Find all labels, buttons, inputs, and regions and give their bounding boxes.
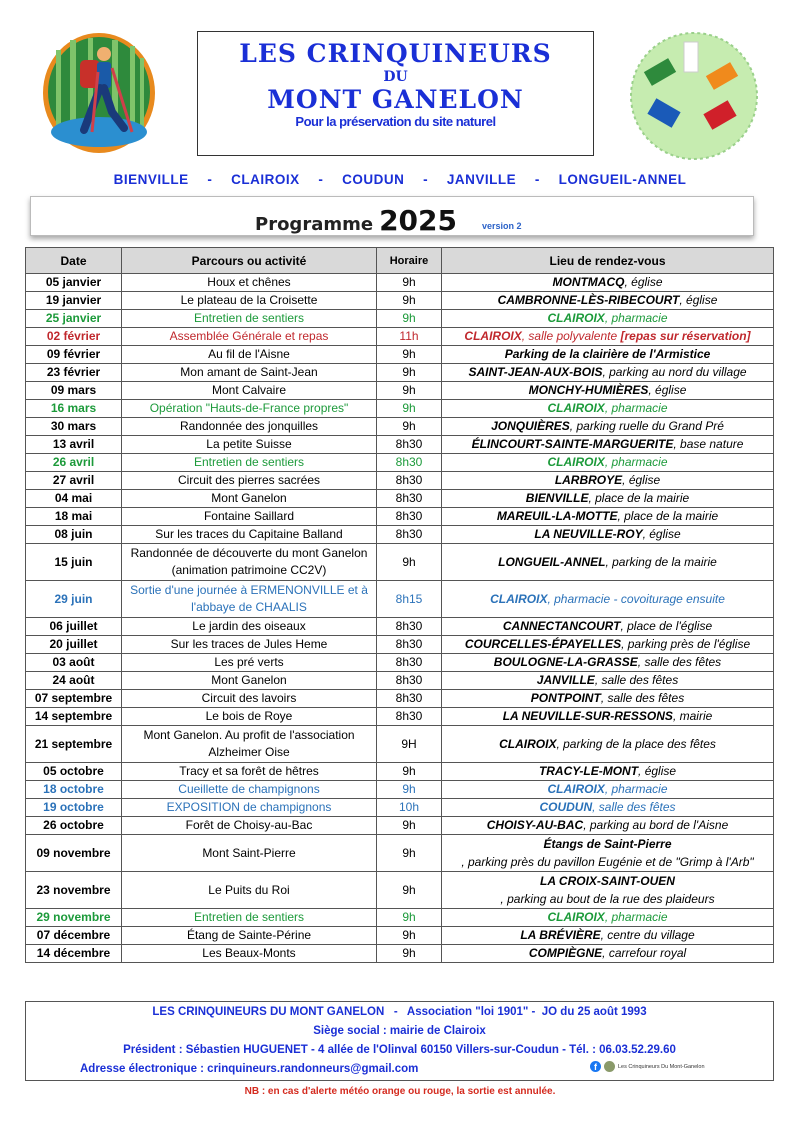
place-detail: , église <box>679 293 718 307</box>
row-place <box>442 274 774 292</box>
place-name: MAREUIL-LA-MOTTE <box>496 509 618 523</box>
programme-year: 2025 <box>379 204 458 237</box>
table-row <box>26 726 774 763</box>
row-time: 8h30 <box>377 708 442 726</box>
table-row <box>26 418 774 436</box>
row-activity: EXPOSITION de champignons <box>122 799 377 817</box>
row-date: 30 mars <box>26 418 122 436</box>
table-row <box>26 490 774 508</box>
place-detail: , parking au nord du village <box>602 365 747 379</box>
place-detail: , salle des fêtes <box>594 673 679 687</box>
row-place <box>442 781 774 799</box>
row-activity: Étang de Sainte-Périne <box>122 927 377 945</box>
row-time: 8h30 <box>377 472 442 490</box>
table-row <box>26 835 774 872</box>
row-place <box>442 835 774 872</box>
place-name: ÉLINCOURT-SAINTE-MARGUERITE <box>471 437 674 451</box>
row-place <box>442 817 774 835</box>
place-detail: , parking au bout de la rue des plaideurs <box>500 892 715 906</box>
row-time: 9h <box>377 346 442 364</box>
row-date: 27 avril <box>26 472 122 490</box>
row-place <box>442 708 774 726</box>
header-date: Date <box>26 248 122 274</box>
table-row <box>26 454 774 472</box>
row-activity: Les Beaux-Monts <box>122 945 377 963</box>
row-time: 9h <box>377 872 442 909</box>
place-name: CLAIROIX <box>499 736 557 751</box>
header-place: Lieu de rendez-vous <box>442 248 774 274</box>
table-row <box>26 763 774 781</box>
row-place <box>442 346 774 364</box>
title-box <box>197 31 594 156</box>
row-date: 26 avril <box>26 454 122 472</box>
row-date: 03 août <box>26 654 122 672</box>
row-place <box>442 418 774 436</box>
table-row <box>26 654 774 672</box>
row-time: 9h <box>377 544 442 581</box>
row-date: 05 janvier <box>26 274 122 292</box>
row-place <box>442 581 774 618</box>
row-time: 8h30 <box>377 618 442 636</box>
table-row <box>26 328 774 346</box>
place-name: BIENVILLE <box>525 491 589 505</box>
programme-table <box>25 247 774 963</box>
table-row <box>26 799 774 817</box>
row-activity: Mont Saint-Pierre <box>122 835 377 872</box>
social-badge[interactable] <box>590 1061 705 1072</box>
row-time: 8h30 <box>377 672 442 690</box>
row-place <box>442 872 774 909</box>
place-name: COURCELLES-ÉPAYELLES <box>464 637 622 651</box>
row-place <box>442 672 774 690</box>
row-place <box>442 472 774 490</box>
table-row <box>26 364 774 382</box>
table-row <box>26 817 774 835</box>
row-place <box>442 400 774 418</box>
row-time: 8h30 <box>377 526 442 544</box>
row-place <box>442 328 774 346</box>
row-date: 09 février <box>26 346 122 364</box>
table-row <box>26 274 774 292</box>
place-detail: , parking près du pavillon Eugénie et de "Grimp à l'Arb" <box>461 855 754 869</box>
table-row <box>26 508 774 526</box>
table-row <box>26 436 774 454</box>
row-activity: Entretien de sentiers <box>122 454 377 472</box>
place-detail: , salle des fêtes <box>592 800 676 814</box>
row-activity: Assemblée Générale et repas <box>122 328 377 346</box>
row-date: 21 septembre <box>26 726 122 763</box>
place-detail: , carrefour royal <box>602 946 687 960</box>
row-date: 15 juin <box>26 544 122 581</box>
row-activity: Le bois de Roye <box>122 708 377 726</box>
footer-siege: Siège social : mairie de Clairoix <box>313 1025 486 1037</box>
row-activity: Sur les traces de Jules Heme <box>122 636 377 654</box>
table-row <box>26 544 774 581</box>
row-time: 10h <box>377 799 442 817</box>
table-row <box>26 927 774 945</box>
place-name: LA NEUVILLE-SUR-RESSONS <box>502 709 673 723</box>
row-date: 07 septembre <box>26 690 122 708</box>
row-date: 18 mai <box>26 508 122 526</box>
table-row <box>26 872 774 909</box>
place-name: LA BRÉVIÈRE <box>520 928 601 942</box>
row-activity: Tracy et sa forêt de hêtres <box>122 763 377 781</box>
row-activity: Le Puits du Roi <box>122 872 377 909</box>
place-name: CLAIROIX <box>490 591 548 606</box>
row-activity: Circuit des lavoirs <box>122 690 377 708</box>
row-time: 8h30 <box>377 436 442 454</box>
row-place <box>442 927 774 945</box>
tiles-logo <box>630 32 758 160</box>
row-activity: Mont Ganelon <box>122 672 377 690</box>
table-row <box>26 781 774 799</box>
row-date: 24 août <box>26 672 122 690</box>
table-header-row <box>26 248 774 274</box>
row-activity: Entretien de sentiers <box>122 909 377 927</box>
row-date: 05 octobre <box>26 763 122 781</box>
row-time: 8h30 <box>377 654 442 672</box>
place-name: Parking de la clairière de l'Armistice <box>504 347 711 361</box>
place-name: CLAIROIX <box>547 782 605 796</box>
row-time: 11h <box>377 328 442 346</box>
row-activity: Entretien de sentiers <box>122 310 377 328</box>
place-detail: , pharmacie <box>604 455 668 469</box>
row-activity: Randonnée de découverte du mont Ganelon (animation patrimoine CC2V) <box>122 544 377 581</box>
row-activity: Circuit des pierres sacrées <box>122 472 377 490</box>
row-place <box>442 490 774 508</box>
footer-president: Président : Sébastien HUGUENET - 4 allée de l'Olinval 60150 Villers-sur-Coudun - Tél. : 06.03.52.29.60 <box>123 1044 676 1056</box>
row-place <box>442 544 774 581</box>
row-time: 8h15 <box>377 581 442 618</box>
place-detail: , salle polyvalente <box>521 329 618 343</box>
place-name: MONTMACQ <box>552 275 625 289</box>
row-activity: Au fil de l'Aisne <box>122 346 377 364</box>
place-detail: , église <box>624 275 663 289</box>
place-detail: , pharmacie <box>604 782 668 796</box>
place-name: CLAIROIX <box>547 910 605 924</box>
row-activity: Mont Ganelon <box>122 490 377 508</box>
place-name: CHOISY-AU-BAC <box>486 818 584 832</box>
table-body <box>26 274 774 963</box>
place-detail: , salle des fêtes <box>637 655 722 669</box>
place-detail: , pharmacie <box>604 311 668 325</box>
row-place <box>442 726 774 763</box>
row-place <box>442 382 774 400</box>
row-date: 02 février <box>26 328 122 346</box>
place-name: JONQUIÈRES <box>491 419 570 433</box>
place-name: COUDUN <box>539 800 593 814</box>
row-place <box>442 763 774 781</box>
row-activity: Le jardin des oiseaux <box>122 618 377 636</box>
club-title: LES CRINQUINEURS <box>239 39 552 68</box>
club-subtitle: Pour la préservation du site naturel <box>295 114 496 129</box>
row-time: 8h30 <box>377 490 442 508</box>
row-time: 9h <box>377 364 442 382</box>
place-name: LONGUEIL-ANNEL <box>498 554 606 569</box>
place-detail: , place de la mairie <box>617 509 719 523</box>
villages-line: BIENVILLE - CLAIROIX - COUDUN - JANVILLE - LONGUEIL-ANNEL <box>113 172 687 187</box>
table-row <box>26 526 774 544</box>
place-detail: , église <box>642 527 681 541</box>
place-name: CLAIROIX <box>464 329 522 343</box>
place-name: LA CROIX-SAINT-OUEN <box>540 874 675 888</box>
club-title-du: DU <box>383 69 408 85</box>
place-extra: [repas sur réservation] <box>620 329 751 343</box>
place-name: CAMBRONNE-LÈS-RIBECOURT <box>497 293 680 307</box>
row-time: 9h <box>377 382 442 400</box>
row-activity: Mont Calvaire <box>122 382 377 400</box>
footer-email[interactable]: Adresse électronique : crinquineurs.randonneurs@gmail.com <box>80 1063 419 1075</box>
place-detail: , pharmacie - covoiturage ensuite <box>547 591 725 606</box>
row-time: 9h <box>377 835 442 872</box>
row-activity: Le plateau de la Croisette <box>122 292 377 310</box>
programme-label: Programme <box>255 214 374 235</box>
place-detail: , salle des fêtes <box>600 691 685 705</box>
header-time: Horaire <box>377 248 442 274</box>
table-row <box>26 690 774 708</box>
row-time: 9h <box>377 763 442 781</box>
place-name: COMPIÈGNE <box>528 946 603 960</box>
row-date: 14 septembre <box>26 708 122 726</box>
row-time: 9h <box>377 274 442 292</box>
table-row <box>26 618 774 636</box>
table-row <box>26 346 774 364</box>
row-time: 9h <box>377 310 442 328</box>
row-time: 9h <box>377 400 442 418</box>
row-place <box>442 508 774 526</box>
row-activity: Les pré verts <box>122 654 377 672</box>
place-detail: , parking ruelle du Grand Pré <box>569 419 724 433</box>
row-date: 23 février <box>26 364 122 382</box>
row-time: 9h <box>377 781 442 799</box>
row-date: 16 mars <box>26 400 122 418</box>
row-date: 08 juin <box>26 526 122 544</box>
table-row <box>26 909 774 927</box>
row-activity: Sortie d'une journée à ERMENONVILLE et à l'abbaye de CHAALIS <box>122 581 377 618</box>
place-name: JANVILLE <box>536 673 595 687</box>
row-date: 14 décembre <box>26 945 122 963</box>
hiker-logo <box>42 32 157 154</box>
place-name: TRACY-LE-MONT <box>538 764 639 778</box>
row-activity: Cueillette de champignons <box>122 781 377 799</box>
row-date: 29 juin <box>26 581 122 618</box>
row-date: 18 octobre <box>26 781 122 799</box>
place-name: SAINT-JEAN-AUX-BOIS <box>468 365 603 379</box>
place-detail: , pharmacie <box>604 910 668 924</box>
place-name: CLAIROIX <box>547 311 605 325</box>
row-date: 07 décembre <box>26 927 122 945</box>
row-time: 9h <box>377 909 442 927</box>
row-activity: La petite Suisse <box>122 436 377 454</box>
row-place <box>442 436 774 454</box>
table-row <box>26 400 774 418</box>
row-place <box>442 454 774 472</box>
place-detail: , pharmacie <box>604 401 668 415</box>
place-detail: , parking au bord de l'Aisne <box>583 818 729 832</box>
table-row <box>26 472 774 490</box>
place-detail: , parking près de l'église <box>621 637 751 651</box>
place-name: Étangs de Saint-Pierre <box>543 837 672 851</box>
row-date: 29 novembre <box>26 909 122 927</box>
row-date: 23 novembre <box>26 872 122 909</box>
row-date: 19 octobre <box>26 799 122 817</box>
row-place <box>442 310 774 328</box>
place-name: LA NEUVILLE-ROY <box>534 527 643 541</box>
row-date: 13 avril <box>26 436 122 454</box>
place-detail: , parking de la mairie <box>605 554 717 569</box>
place-name: CANNECTANCOURT <box>502 619 621 633</box>
place-detail: , mairie <box>672 709 713 723</box>
table-row <box>26 292 774 310</box>
place-detail: , parking de la place des fêtes <box>556 736 716 751</box>
place-detail: , église <box>622 473 661 487</box>
row-activity: Forêt de Choisy-au-Bac <box>122 817 377 835</box>
row-activity: Houx et chênes <box>122 274 377 292</box>
place-name: MONCHY-HUMIÈRES <box>528 383 649 397</box>
weather-notice: NB : en cas d'alerte météo orange ou rouge, la sortie est annulée. <box>244 1086 556 1097</box>
row-date: 06 juillet <box>26 618 122 636</box>
place-detail: , église <box>648 383 687 397</box>
row-time: 9h <box>377 817 442 835</box>
table-row <box>26 945 774 963</box>
place-detail: , église <box>638 764 677 778</box>
row-place <box>442 909 774 927</box>
row-place <box>442 364 774 382</box>
row-time: 8h30 <box>377 454 442 472</box>
programme-version: version 2 <box>482 221 522 231</box>
club-title-mont: MONT GANELON <box>267 85 524 114</box>
place-name: BOULOGNE-LA-GRASSE <box>493 655 638 669</box>
programme-title <box>255 204 457 237</box>
place-detail: , place de l'église <box>620 619 713 633</box>
row-date: 04 mai <box>26 490 122 508</box>
table-row <box>26 581 774 618</box>
row-activity: Sur les traces du Capitaine Balland <box>122 526 377 544</box>
place-detail: , place de la mairie <box>588 491 690 505</box>
place-name: LARBROYE <box>554 473 623 487</box>
row-time: 8h30 <box>377 690 442 708</box>
place-name: CLAIROIX <box>547 455 605 469</box>
row-activity: Fontaine Saillard <box>122 508 377 526</box>
place-name: PONTPOINT <box>530 691 601 705</box>
row-place <box>442 526 774 544</box>
table-row <box>26 382 774 400</box>
row-time: 8h30 <box>377 508 442 526</box>
row-place <box>442 618 774 636</box>
row-time: 9h <box>377 292 442 310</box>
table-row <box>26 636 774 654</box>
table-row <box>26 672 774 690</box>
row-date: 09 mars <box>26 382 122 400</box>
row-time: 9h <box>377 418 442 436</box>
table-row <box>26 310 774 328</box>
row-activity: Mont Ganelon. Au profit de l'association Alzheimer Oise <box>122 726 377 763</box>
row-place <box>442 799 774 817</box>
row-time: 9h <box>377 945 442 963</box>
place-detail: , base nature <box>673 437 744 451</box>
avatar <box>604 1061 615 1072</box>
row-time: 8h30 <box>377 636 442 654</box>
social-label: Les Crinquineurs Du Mont-Ganelon <box>618 1063 705 1070</box>
row-place <box>442 690 774 708</box>
facebook-icon[interactable]: f <box>590 1061 601 1072</box>
header-activity: Parcours ou activité <box>122 248 377 274</box>
row-activity: Randonnée des jonquilles <box>122 418 377 436</box>
table-row <box>26 708 774 726</box>
place-name: CLAIROIX <box>547 401 605 415</box>
row-date: 19 janvier <box>26 292 122 310</box>
row-activity: Mon amant de Saint-Jean <box>122 364 377 382</box>
place-detail: , centre du village <box>600 928 695 942</box>
row-time: 9H <box>377 726 442 763</box>
row-time: 9h <box>377 927 442 945</box>
row-date: 20 juillet <box>26 636 122 654</box>
row-date: 09 novembre <box>26 835 122 872</box>
footer-association: LES CRINQUINEURS DU MONT GANELON - Association "loi 1901" - JO du 25 août 1993 <box>152 1006 647 1018</box>
row-date: 25 janvier <box>26 310 122 328</box>
row-place <box>442 636 774 654</box>
row-place <box>442 654 774 672</box>
row-date: 26 octobre <box>26 817 122 835</box>
row-activity: Opération "Hauts-de-France propres" <box>122 400 377 418</box>
row-place <box>442 945 774 963</box>
row-place <box>442 292 774 310</box>
